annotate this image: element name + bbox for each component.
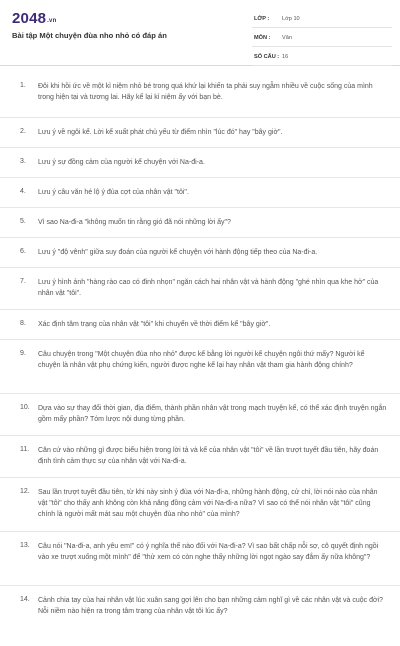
logo-main: 2048	[12, 10, 47, 27]
question-item	[0, 238, 400, 268]
question-text: Cảnh chia tay của hai nhân vật lúc xuân sang gợi lên cho bạn những cảm nghĩ gì về các nhân vật và cuộc đời? Nỗi niềm nào hiện ra trong tâm trạng của nhân vật tôi lúc ấy?	[38, 597, 384, 615]
question-item	[0, 208, 400, 238]
question-number: 2.	[20, 128, 26, 135]
document-header	[0, 0, 400, 66]
meta-row-count	[252, 51, 392, 66]
question-item	[0, 586, 400, 646]
meta-label: LỚP :	[254, 16, 270, 22]
question-item	[0, 532, 400, 586]
question-text: Đôi khi hồi ức về một kỉ niệm nhỏ bé trong quá khứ lại khiến ta phải suy ngẫm nhiều về cuộc sống của mình trong hiện tại và tương lai. Hãy kể lại kỉ niệm ấy với bạn bè.	[38, 83, 373, 101]
question-item	[0, 478, 400, 532]
question-number: 8.	[20, 320, 26, 327]
document-title: Bài tập Một chuyện đùa nho nhỏ có đáp án	[12, 31, 167, 40]
question-item	[0, 340, 400, 394]
question-number: 14.	[20, 596, 30, 603]
question-text: Lưu ý câu văn hé lộ ý đùa cợt của nhân vật "tôi".	[38, 189, 189, 196]
question-text: Câu nói "Na-đi-a, anh yêu em!" có ý nghĩa thế nào đối với Na-đi-a? Vì sao bất chấp nỗi sợ, cô quyết định ngồi vào xe trượt xuống một mình" để "thử xem có còn nghe thấy những lời ngọt ngào say đắm ấy nữa không"?	[38, 543, 379, 561]
question-item	[0, 148, 400, 178]
question-item	[0, 66, 400, 118]
meta-label: MÔN :	[254, 35, 271, 41]
question-text: Căn cứ vào những gì được biểu hiện trong lời tả và kể của nhân vật "tôi" về lần trượt tuyết đầu tiên, hãy đoán định tình cảm thực sự của nhân vật với Na-đi-a.	[38, 447, 379, 465]
question-number: 6.	[20, 248, 26, 255]
question-number: 5.	[20, 218, 26, 225]
meta-label: SỐ CÂU :	[254, 54, 280, 60]
meta-value: 16	[282, 54, 289, 60]
question-text: Lưu ý "độ vênh" giữa suy đoán của người kể chuyện với hành động tiếp theo của Na-đi-a.	[38, 249, 318, 256]
question-number: 4.	[20, 188, 26, 195]
question-item	[0, 268, 400, 310]
meta-row-class	[252, 13, 392, 28]
question-item	[0, 118, 400, 148]
question-text: Vì sao Na-đi-a "không muốn tin rằng gió đã nói những lời ấy"?	[38, 219, 231, 226]
question-number: 3.	[20, 158, 26, 165]
question-number: 7.	[20, 278, 26, 285]
question-item	[0, 178, 400, 208]
question-item	[0, 436, 400, 478]
question-number: 10.	[20, 404, 30, 411]
question-number: 13.	[20, 542, 30, 549]
document-meta	[252, 13, 392, 66]
question-text: Sau lần trượt tuyết đầu tiên, từ khi này sinh ý đùa với Na-đi-a, những hành động, cử chỉ, lời nói nào của nhân vật "tôi" cho thấy anh không còn khả năng đồng cảm với Na-đi-a nữa? Vì sao có thể nói nhân vật "tôi" cũng chính là người mất mát sau một chuyện đùa nho nhỏ" của mình?	[38, 489, 378, 518]
meta-row-subject	[252, 32, 392, 47]
question-number: 11.	[20, 446, 30, 453]
question-item	[0, 310, 400, 340]
question-text: Câu chuyện trong "Một chuyện đùa nho nhỏ" được kể bằng lời người kể chuyện ngôi thứ mấy? Người kể chuyện là nhân vật phụ chứng kiến, người được nghe kể lại hay nhân vật tham gia hành động chính?	[38, 351, 365, 369]
question-text: Lưu ý sự đồng cảm của người kể chuyện với Na-đi-a.	[38, 159, 205, 166]
meta-value: Lớp 10	[282, 16, 300, 22]
site-logo[interactable]	[12, 10, 56, 27]
question-item	[0, 394, 400, 436]
meta-value: Văn	[282, 35, 292, 41]
question-number: 12.	[20, 488, 30, 495]
question-text: Lưu ý về ngôi kể. Lời kể xuất phát chủ yếu từ điểm nhìn "lúc đó" hay "bây giờ".	[38, 129, 283, 136]
question-text: Lưu ý hình ảnh "hàng rào cao có đinh nhọn" ngăn cách hai nhân vật và hành động "ghé nhìn qua khe hở" của nhân vật "tôi".	[38, 279, 379, 297]
question-number: 1.	[20, 82, 26, 89]
question-number: 9.	[20, 350, 26, 357]
logo-sub: .vn	[47, 18, 57, 24]
question-text: Xác định tâm trạng của nhân vật "tôi" khi chuyển về thời điểm kể "bây giờ".	[38, 321, 271, 328]
question-text: Dựa vào sự thay đổi thời gian, địa điểm, thành phần nhân vật trong mạch truyện kể, có thể xác định truyện ngắn gồm mấy phần? Tóm lược nội dung từng phần.	[38, 405, 387, 423]
